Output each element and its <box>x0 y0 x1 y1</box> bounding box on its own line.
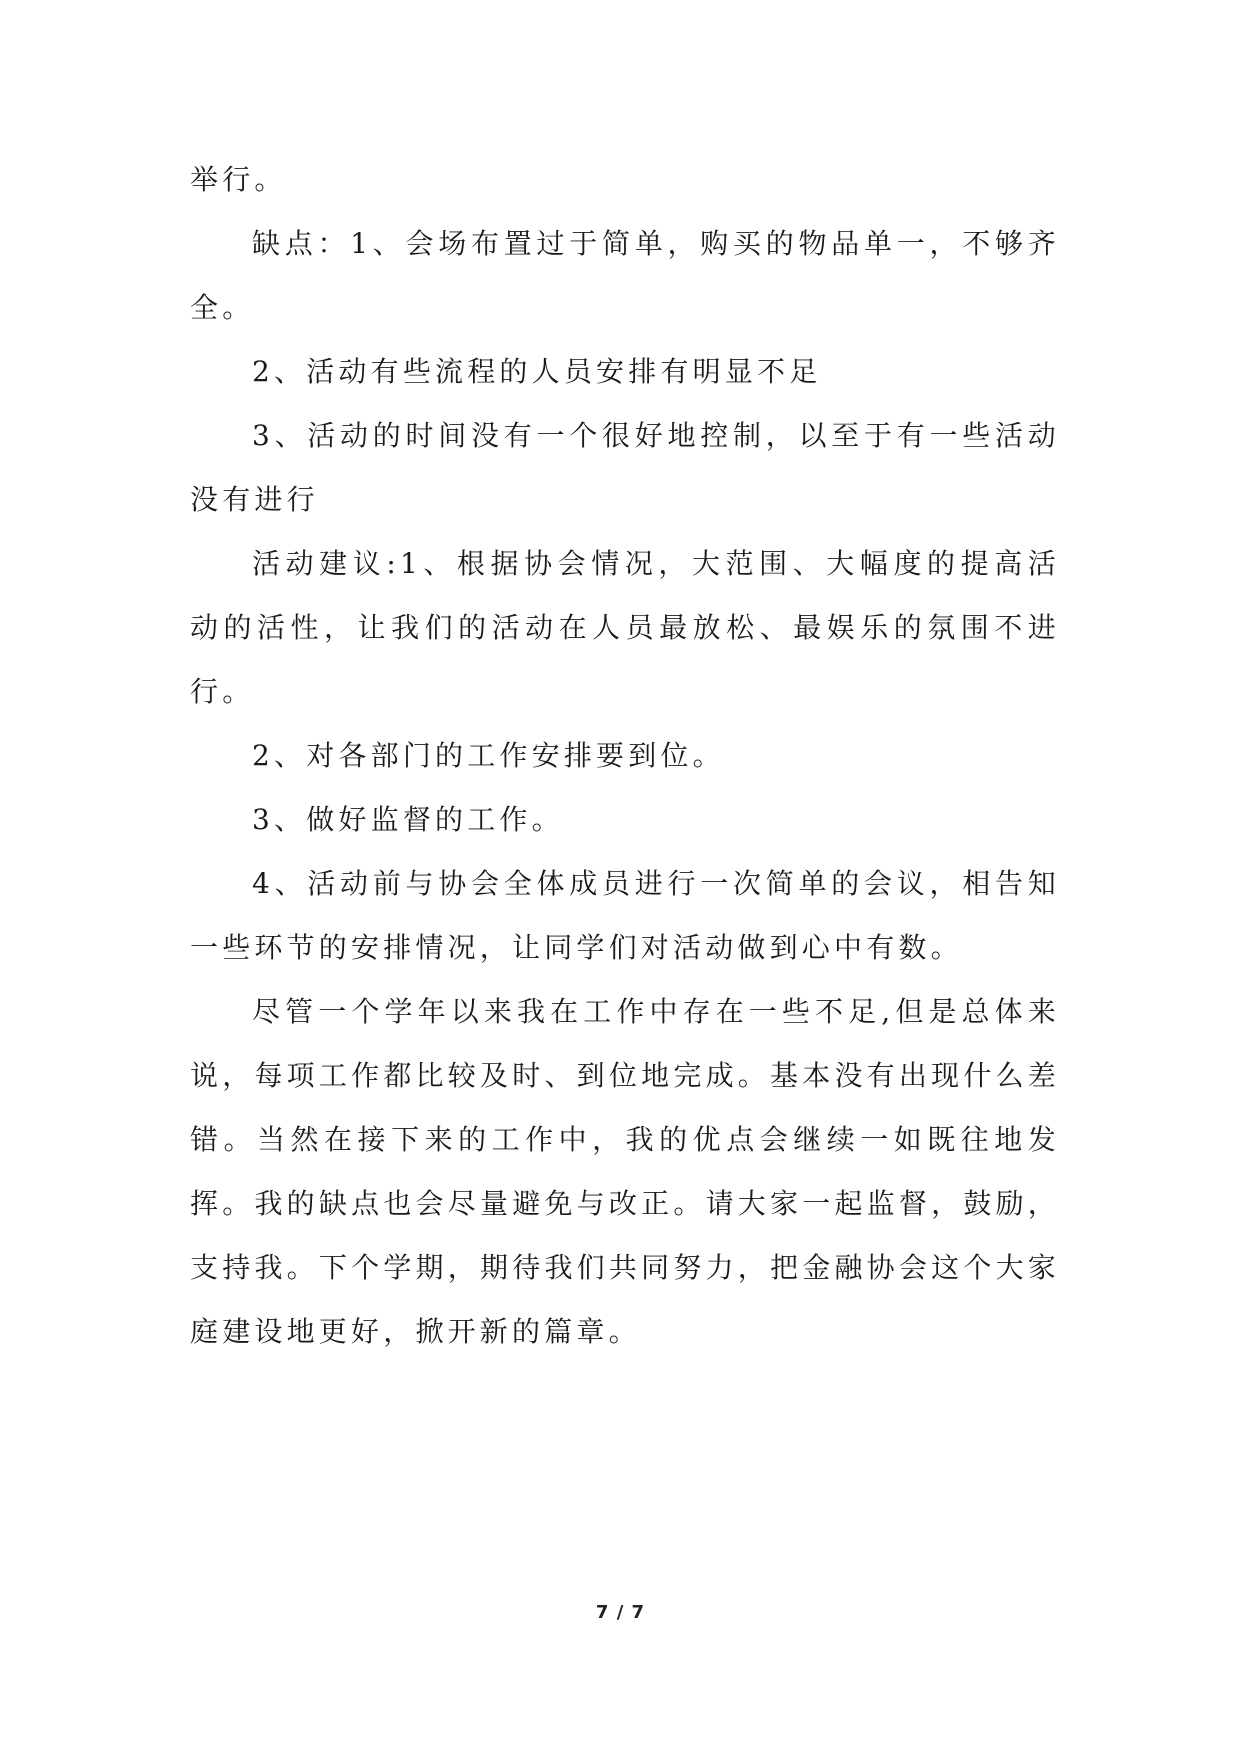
paragraph-8: 4、活动前与协会全体成员进行一次简单的会议，相告知一些环节的安排情况，让同学们对活动做到心中有数。 <box>190 867 1060 964</box>
paragraph-5: 活动建议:1、根据协会情况，大范围、大幅度的提高活动的活性，让我们的活动在人员最放松、最娱乐的氛围不进行。 <box>190 547 1060 708</box>
paragraph-4: 3、活动的时间没有一个很好地控制，以至于有一些活动没有进行 <box>190 419 1060 516</box>
paragraph-3: 2、活动有些流程的人员安排有明显不足 <box>252 355 822 388</box>
paragraph-9: 尽管一个学年以来我在工作中存在一些不足,但是总体来说，每项工作都比较及时、到位地完成。基本没有出现什么差错。当然在接下来的工作中，我的优点会继续一如既往地发挥。我的缺点也会尽量避免与改正。请大家一起监督，鼓励，支持我。下个学期，期待我们共同努力，把金融协会这个大家庭建设地更好，掀开新的篇章。 <box>190 995 1060 1348</box>
document-body <box>190 148 1060 1364</box>
paragraph-6: 2、对各部门的工作安排要到位。 <box>252 739 725 772</box>
paragraph-1: 举行。 <box>190 163 287 196</box>
paragraph-7: 3、做好监督的工作。 <box>252 803 564 836</box>
paragraph-2: 缺点：1、会场布置过于简单，购买的物品单一，不够齐全。 <box>190 227 1060 324</box>
page-number: 7 / 7 <box>595 1602 646 1623</box>
